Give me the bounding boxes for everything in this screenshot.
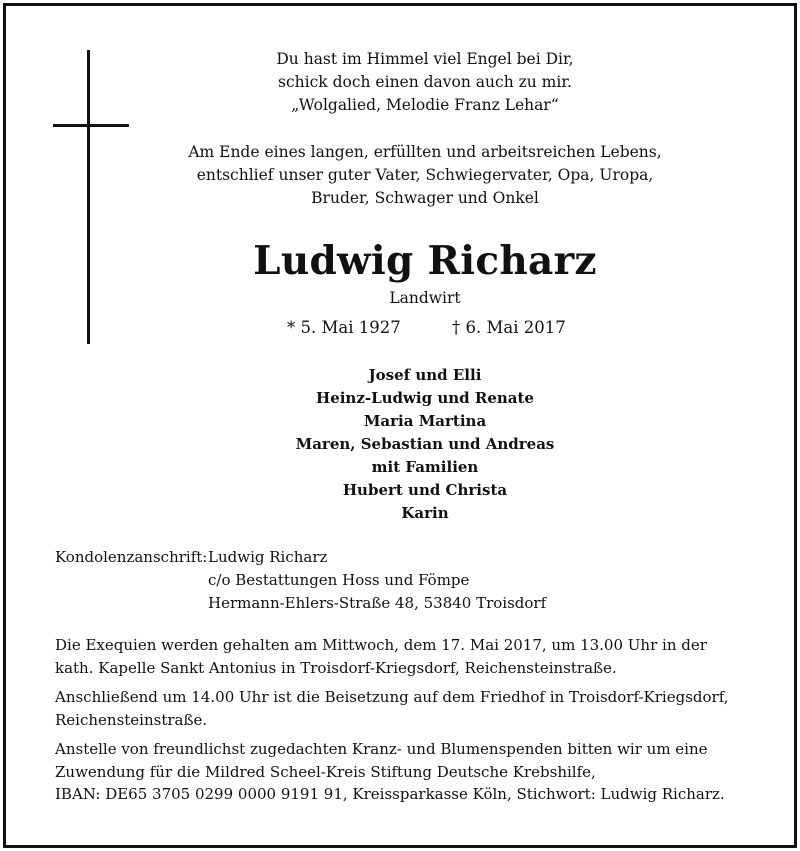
paragraph-line: Die Exequien werden gehalten am Mittwoch, dem 17. Mai 2017, um 13.00 Uhr in der (55, 636, 707, 654)
intro-text (140, 141, 710, 210)
mourner-line: Maria Martina (363, 412, 487, 430)
birth-date: * 5. Mai 1927 (287, 318, 401, 337)
condolence-address-line: Hermann-Ehlers-Straße 48, 53840 Troisdorf (208, 594, 547, 612)
deceased-name: Ludwig Richarz (253, 238, 597, 284)
mourner-line: Josef und Elli (368, 366, 482, 384)
paragraph-line: IBAN: DE65 3705 0299 0000 9191 91, Kreissparkasse Köln, Stichwort: Ludwig Richarz. (55, 785, 725, 803)
paragraph-line: Anschließend um 14.00 Uhr ist die Beisetzung auf dem Friedhof in Troisdorf-Kriegsdorf, (55, 688, 729, 706)
poem-line: schick doch einen davon auch zu mir. (278, 73, 572, 91)
condolence-address-line: Ludwig Richarz (208, 548, 328, 566)
poem-quote (140, 48, 710, 117)
burial-paragraph (55, 686, 745, 731)
paragraph-line: Zuwendung für die Mildred Scheel-Kreis Stiftung Deutsche Krebshilfe, (55, 762, 596, 781)
condolence-label: Kondolenzanschrift: (55, 548, 208, 566)
mourner-line: Maren, Sebastian und Andreas (295, 435, 555, 453)
cross-horizontal-bar (53, 124, 129, 127)
intro-line: Am Ende eines langen, erfüllten und arbeitsreichen Lebens, (188, 143, 662, 161)
paragraph-line: Anstelle von freundlichst zugedachten Kranz- und Blumenspenden bitten wir um eine (55, 740, 708, 758)
donation-paragraph (55, 738, 745, 806)
death-date: † 6. Mai 2017 (452, 318, 566, 337)
mourner-line: Karin (401, 504, 449, 522)
condolence-address-line: c/o Bestattungen Hoss und Fömpe (208, 571, 470, 589)
mourner-line: mit Familien (371, 458, 479, 476)
mourners-list (140, 364, 710, 525)
mourner-line: Heinz-Ludwig und Renate (316, 389, 534, 407)
condolence-address (55, 546, 546, 615)
mourner-line: Hubert und Christa (342, 481, 508, 499)
cross-vertical-bar (87, 50, 90, 344)
intro-line: entschlief unser guter Vater, Schwiegervater, Opa, Uropa, (196, 166, 654, 184)
paragraph-line: kath. Kapelle Sankt Antonius in Troisdorf-Kriegsdorf, Reichensteinstraße. (55, 658, 617, 677)
poem-line: Du hast im Himmel viel Engel bei Dir, (276, 50, 574, 68)
paragraph-line: Reichensteinstraße. (55, 710, 208, 729)
intro-line: Bruder, Schwager und Onkel (311, 189, 539, 207)
poem-source: „Wolgalied, Melodie Franz Lehar“ (291, 96, 559, 114)
deceased-profession: Landwirt (389, 289, 461, 307)
exequien-paragraph (55, 634, 745, 679)
